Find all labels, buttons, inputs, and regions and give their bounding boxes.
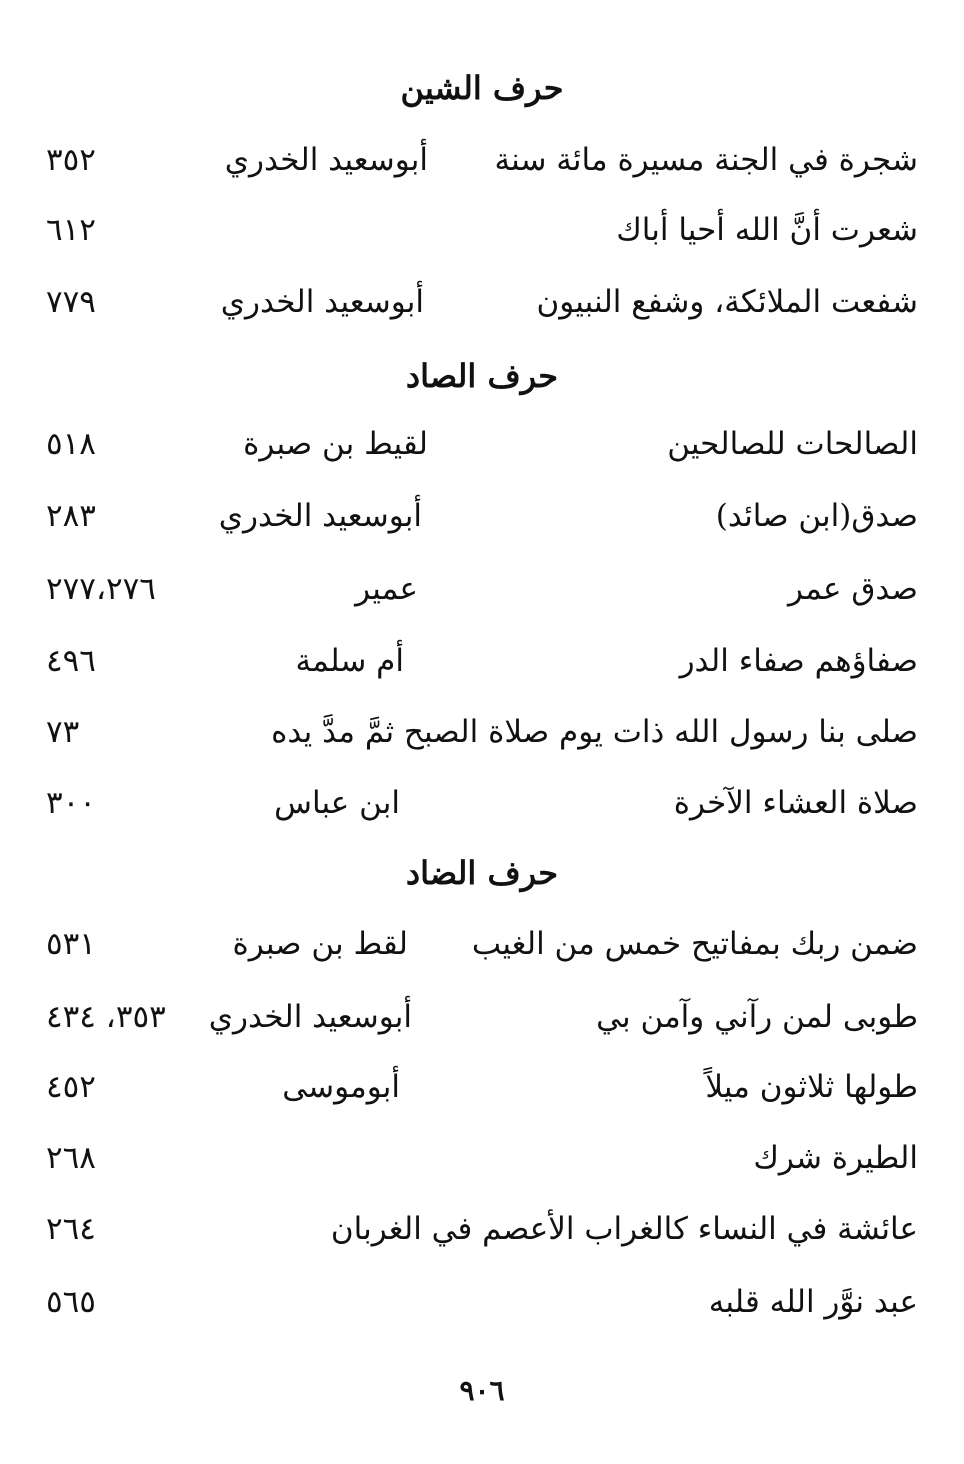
narrator: أبوسعيد الخدري [208,999,412,1035]
hadith-text: عبد نوَّر الله قلبه [708,1284,918,1320]
index-row [0,994,964,1040]
page-ref: ٢٦٨ [46,1140,96,1176]
hadith-text: شفعت الملائكة، وشفع النبيون [536,284,918,320]
page-ref: ٣٠٠ [46,785,96,821]
index-row [0,493,964,539]
index-row [0,207,964,253]
page-ref: ٦١٢ [46,212,96,248]
index-row [0,1279,964,1325]
hadith-text: شجرة في الجنة مسيرة مائة سنة [494,142,918,178]
hadith-text: صدق(ابن صائد) [715,498,918,534]
index-row [0,1206,964,1252]
section-heading: حرف الصاد [405,357,559,395]
hadith-text: صلاة العشاء الآخرة [673,785,918,821]
narrator: أم سلمة [295,643,404,679]
page-ref: ٤٥٢ [46,1069,96,1105]
page-number: ٩٠٦ [459,1374,505,1407]
page-ref: ٢٦٤ [46,1211,96,1247]
page-ref: ٢٧٧،٢٧٦ [46,571,156,607]
index-row [0,709,964,755]
narrator: ابن عباس [274,785,400,821]
page-ref: ٥٣١ [46,926,96,962]
page-ref: ٧٧٩ [46,284,96,320]
hadith-text: صلى بنا رسول الله ذات يوم صلاة الصبح ثمَّ مدَّ يده [271,714,918,750]
page-ref: ٣٥٢ [46,142,96,178]
hadith-text: الصالحات للصالحين [667,426,918,462]
page-ref: ٤٩٦ [46,643,96,679]
page-ref: ٥١٨ [46,426,96,462]
narrator: أبوموسى [282,1069,400,1105]
narrator: لقط بن صبرة [232,926,408,962]
section-heading: حرف الضاد [405,854,559,892]
index-row [0,566,964,612]
hadith-text: طولها ثلاثون ميلاً [705,1069,918,1105]
hadith-text: ضمن ربك بمفاتيح خمس من الغيب [471,926,918,962]
narrator: أبوسعيد الخدري [224,142,428,178]
narrator: أبوسعيد الخدري [218,498,422,534]
index-row [0,137,964,183]
hadith-text: شعرت أنَّ الله أحيا أباك [616,212,918,248]
page-ref: ٢٨٣ [46,498,96,534]
hadith-text: الطيرة شرك [753,1140,918,1176]
page-ref: ٧٣ [46,714,80,750]
hadith-text: عائشة في النساء كالغراب الأعصم في الغربان [330,1211,918,1247]
index-row [0,279,964,325]
hadith-text: صدق عمر [787,571,918,607]
index-row [0,421,964,467]
page-ref: ٥٦٥ [46,1284,96,1320]
narrator: عمير [355,571,418,607]
index-row [0,638,964,684]
index-row [0,921,964,967]
narrator: أبوسعيد الخدري [220,284,424,320]
hadith-text: صفاؤهم صفاء الدر [679,643,918,679]
hadith-text: طوبى لمن رآني وآمن بي [596,999,918,1035]
index-row [0,780,964,826]
index-row [0,1064,964,1110]
narrator: لقيط بن صبرة [243,426,428,462]
index-row [0,1135,964,1181]
section-heading: حرف الشين [400,69,564,107]
page-ref: ٣٥٣، ٤٣٤ [46,999,166,1035]
